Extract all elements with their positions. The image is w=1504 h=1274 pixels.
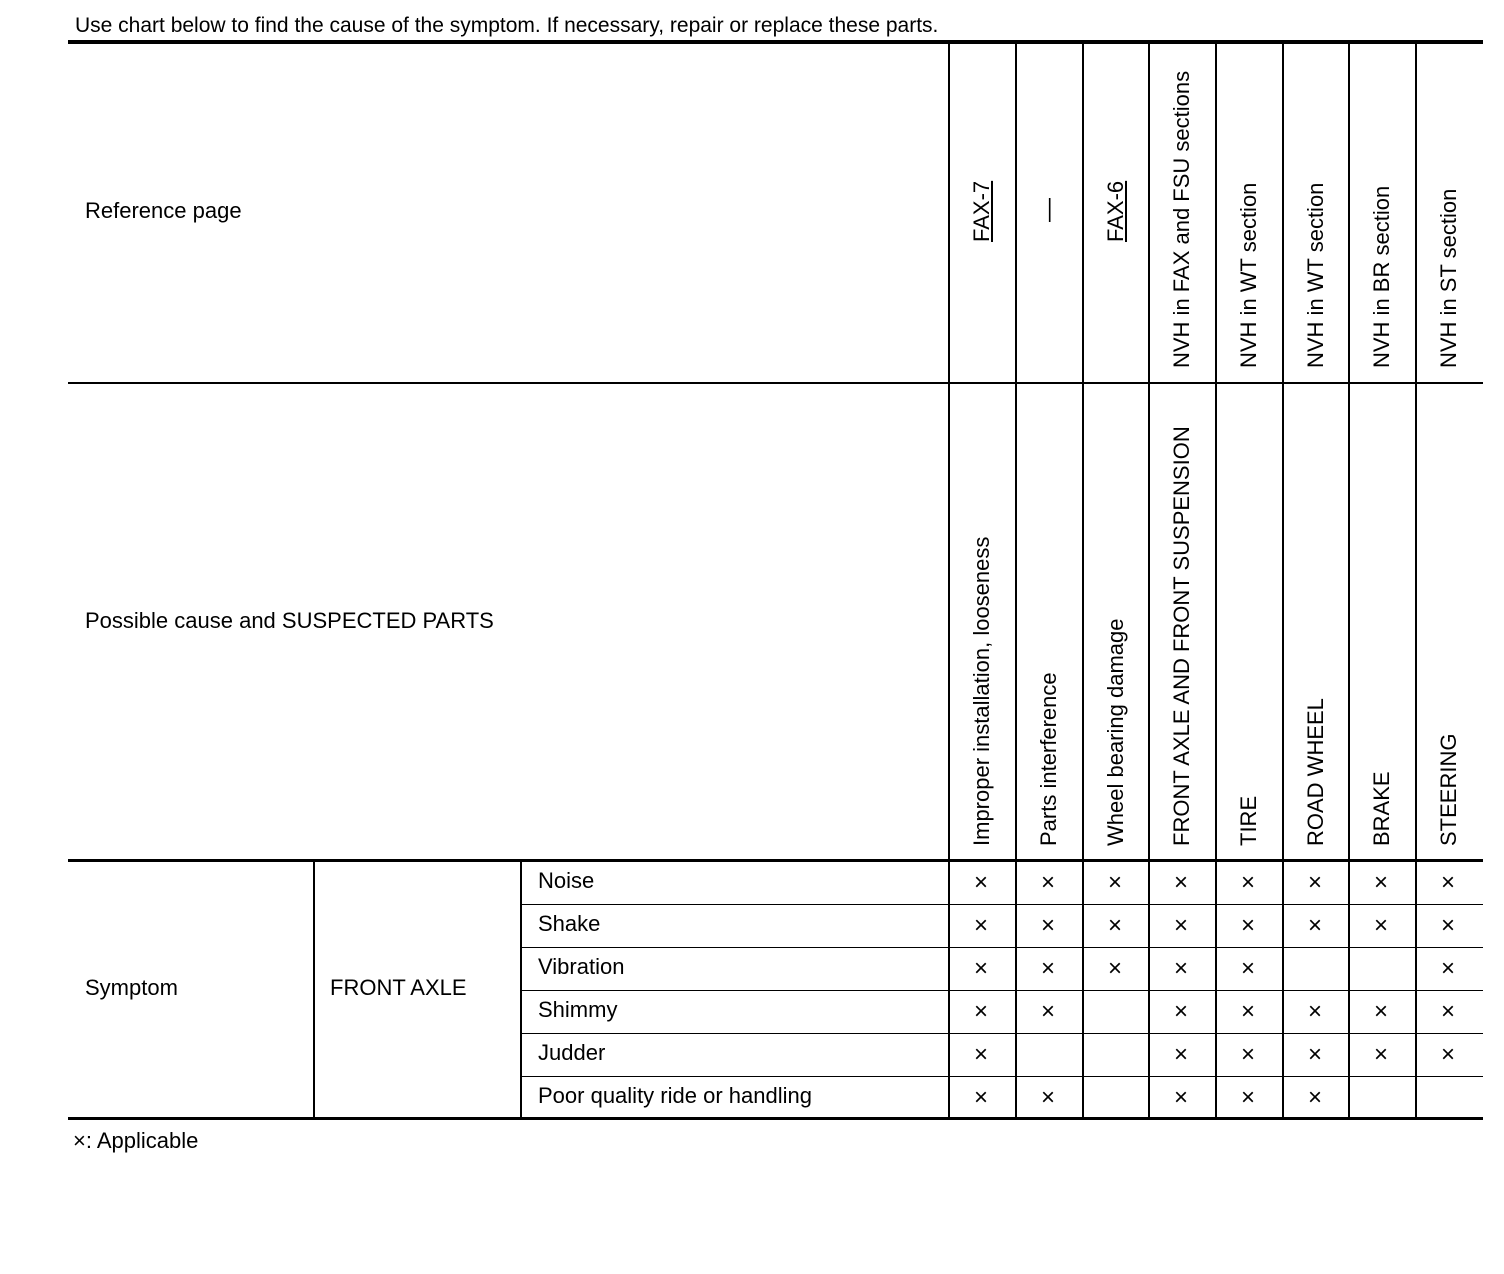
symptom-row-label: Shimmy bbox=[538, 997, 618, 1022]
applicable-mark: × bbox=[1373, 1041, 1388, 1068]
applicable-mark: × bbox=[1240, 1084, 1255, 1111]
applicable-mark: × bbox=[973, 1084, 988, 1111]
row-divider bbox=[521, 1076, 1483, 1077]
applicable-mark: × bbox=[1173, 1084, 1188, 1111]
reference-link[interactable]: FAX-6 bbox=[1102, 180, 1128, 242]
applicable-mark: × bbox=[1440, 912, 1455, 939]
applicable-mark: × bbox=[1040, 869, 1055, 896]
applicable-mark: × bbox=[1240, 869, 1255, 896]
applicable-mark: × bbox=[1173, 1041, 1188, 1068]
applicable-mark: × bbox=[1040, 955, 1055, 982]
applicable-mark: × bbox=[1040, 1084, 1055, 1111]
applicable-mark: × bbox=[973, 1041, 988, 1068]
symptom-header-border bbox=[68, 859, 1483, 862]
symptom-row-label: Poor quality ride or handling bbox=[538, 1083, 812, 1108]
reference-text: NVH in BR section bbox=[1368, 185, 1394, 368]
footnote: ×: Applicable bbox=[73, 1128, 199, 1153]
applicable-mark: × bbox=[1040, 998, 1055, 1025]
row-divider bbox=[521, 947, 1483, 948]
cause-label: Parts interference bbox=[1035, 672, 1061, 846]
possible-cause-label: Possible cause and SUSPECTED PARTS bbox=[85, 608, 494, 633]
cause-label: TIRE bbox=[1235, 795, 1261, 846]
applicable-mark: × bbox=[973, 912, 988, 939]
reference-text: NVH in FAX and FSU sections bbox=[1168, 70, 1194, 368]
applicable-mark: × bbox=[1240, 998, 1255, 1025]
cause-header-border bbox=[68, 382, 1483, 384]
reference-text: NVH in ST section bbox=[1435, 188, 1461, 368]
applicable-mark: × bbox=[1107, 955, 1122, 982]
applicable-mark: × bbox=[1373, 912, 1388, 939]
applicable-mark: × bbox=[1307, 869, 1322, 896]
applicable-mark: × bbox=[1107, 912, 1122, 939]
applicable-mark: × bbox=[1307, 1041, 1322, 1068]
applicable-mark: × bbox=[1440, 1041, 1455, 1068]
row-divider bbox=[521, 990, 1483, 991]
symptom-label: Symptom bbox=[85, 975, 178, 1000]
cause-label: ROAD WHEEL bbox=[1302, 698, 1328, 846]
symptom-row-label: Judder bbox=[538, 1040, 606, 1065]
table-top-border bbox=[68, 40, 1483, 44]
applicable-mark: × bbox=[1307, 998, 1322, 1025]
applicable-mark: × bbox=[1307, 912, 1322, 939]
cause-label: FRONT AXLE AND FRONT SUSPENSION bbox=[1168, 426, 1194, 846]
applicable-mark: × bbox=[1440, 869, 1455, 896]
applicable-mark: × bbox=[973, 955, 988, 982]
cause-label: STEERING bbox=[1435, 733, 1461, 846]
cause-label: BRAKE bbox=[1368, 771, 1394, 846]
applicable-mark: × bbox=[973, 998, 988, 1025]
applicable-mark: × bbox=[1173, 998, 1188, 1025]
applicable-mark: × bbox=[1173, 955, 1188, 982]
applicable-mark: × bbox=[1040, 912, 1055, 939]
cause-label: Wheel bearing damage bbox=[1102, 618, 1128, 846]
applicable-mark: × bbox=[1107, 869, 1122, 896]
applicable-mark: × bbox=[1440, 955, 1455, 982]
reference-link[interactable]: FAX-7 bbox=[968, 180, 994, 242]
column-divider bbox=[1282, 44, 1284, 1119]
row-divider bbox=[521, 1033, 1483, 1034]
applicable-mark: × bbox=[1240, 1041, 1255, 1068]
applicable-mark: × bbox=[1173, 869, 1188, 896]
symptom-row-label: Shake bbox=[538, 911, 601, 936]
front-axle-label: FRONT AXLE bbox=[330, 975, 467, 1000]
applicable-mark: × bbox=[1373, 869, 1388, 896]
reference-dash: — bbox=[1034, 198, 1062, 222]
column-divider bbox=[1348, 44, 1350, 1119]
applicable-mark: × bbox=[1307, 1084, 1322, 1111]
applicable-mark: × bbox=[1440, 998, 1455, 1025]
symptom-row-label: Vibration bbox=[538, 954, 625, 979]
reference-text: NVH in WT section bbox=[1235, 182, 1261, 368]
applicable-mark: × bbox=[1240, 955, 1255, 982]
reference-text: NVH in WT section bbox=[1302, 182, 1328, 368]
table-bottom-border bbox=[68, 1117, 1483, 1120]
applicable-mark: × bbox=[973, 869, 988, 896]
symptom-divider bbox=[313, 861, 315, 1119]
reference-page-label: Reference page bbox=[85, 198, 242, 223]
row-divider bbox=[521, 904, 1483, 905]
cause-label: Improper installation, looseness bbox=[968, 536, 994, 846]
intro-text: Use chart below to find the cause of the symptom. If necessary, repair or replace these parts. bbox=[75, 14, 939, 37]
symptom-row-label: Noise bbox=[538, 868, 595, 893]
applicable-mark: × bbox=[1373, 998, 1388, 1025]
applicable-mark: × bbox=[1240, 912, 1255, 939]
applicable-mark: × bbox=[1173, 912, 1188, 939]
